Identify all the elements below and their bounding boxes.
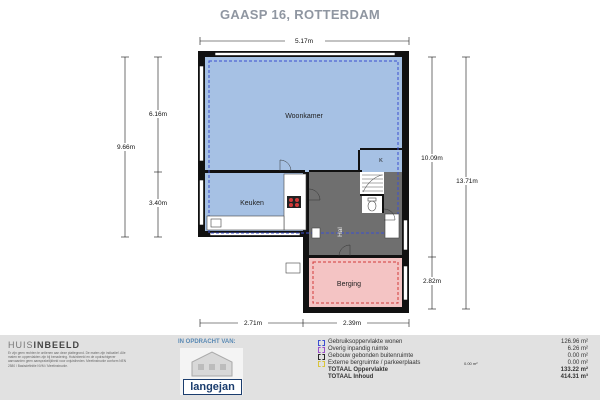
agent-logo: langejan	[183, 379, 242, 395]
disclaimer-text: Er zijn geen rechten te ontlenen aan deze plattegrond. De maten zijn indicatief. Alle maten en oppervlakten zijn bij benadering. Huisinbeeld en de opdrachtgever aanvaarden geen aansprakelijkheid voor onjuistheden. Meetinstructie conform NEN 2580 / Basisdefinitie NVM / Meetinstructie.	[8, 351, 127, 368]
hall-cabinet	[385, 214, 399, 238]
dim-left-total: 9.66m	[116, 144, 136, 151]
berging-label: Berging	[336, 281, 362, 288]
dim-top-width: 5.17m	[294, 38, 314, 45]
legend-row: Gebouw gebonden buitenruimte 0.00 m²	[318, 353, 590, 360]
kast-label: K	[379, 158, 383, 164]
legend-row: Externe bergruimte / parkeerplaats 0.00 m² 0.00 m²	[318, 360, 590, 367]
dim-bottom-left: 2.71m	[243, 320, 263, 327]
brand-logo: HUISINBEELD	[8, 340, 81, 350]
total-volume-row: TOTAAL Inhoud 414.31 m³	[328, 374, 588, 380]
legend-row: Gebruiksoppervlakte wonen 126.96 m²	[318, 339, 590, 346]
woonkamer-label: Woonkamer	[285, 113, 323, 120]
keuken-label: Keuken	[240, 200, 264, 207]
dim-left-lower: 3.40m	[148, 200, 168, 207]
dim-right-total: 13.71m	[456, 178, 478, 185]
page-title: GAASP 16, ROTTERDAM	[219, 7, 381, 22]
area-legend	[318, 339, 590, 381]
dim-bottom-right: 2.39m	[342, 320, 362, 327]
legend-row: Overig inpandig ruimte 6.26 m²	[318, 346, 590, 353]
garden-step	[286, 263, 300, 273]
toilet	[368, 198, 376, 211]
total-area-row: TOTAAL Oppervlakte 133.22 m²	[328, 367, 588, 373]
footer	[0, 335, 600, 400]
house-icon	[188, 350, 236, 378]
dim-right-lower: 2.82m	[422, 278, 442, 285]
commission-label: IN OPDRACHT VAN:	[178, 339, 236, 345]
meter-cupboard	[312, 228, 320, 238]
dim-left-upper: 6.16m	[148, 111, 168, 118]
dim-right-upper: 10.09m	[421, 155, 443, 162]
hal-label: Hal	[337, 227, 344, 237]
